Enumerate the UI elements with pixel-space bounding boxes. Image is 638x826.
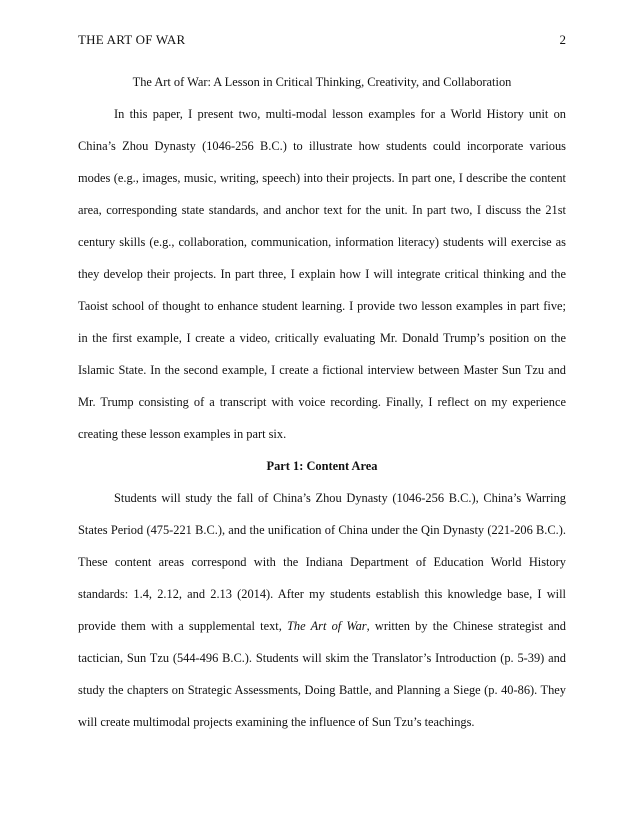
content-paragraph [78,482,566,738]
paper-title: The Art of War: A Lesson in Critical Thinking, Creativity, and Collaboration [132,75,512,89]
content-paragraph-text-1: Students will study the fall of China’s Zhou Dynasty (1046-256 B.C.), China’s Warring States Period (475-221 B.C.), and the unification of China under the Qin Dynasty (221-206 B.C.). These content areas correspond with the Indiana Department of Education World History standards: 1.4, 2.12, and 2.13 (2014). After my students establish this knowledge base, I will provide them with a supplemental text, [78,491,566,633]
running-head: THE ART OF WAR [78,32,186,47]
section-heading: Part 1: Content Area [266,459,378,473]
page-number: 2 [559,32,566,47]
document-body [78,66,566,738]
intro-paragraph: In this paper, I present two, multi-modal lesson examples for a World History unit on China’s Zhou Dynasty (1046-256 B.C.) to illustrate how students could incorporate various modes (e.g., images, music, writing, speech) into their projects. In part one, I describe the content area, corresponding state standards, and anchor text for the unit. In part two, I discuss the 21st century skills (e.g., collaboration, communication, information literacy) students will exercise as they develop their projects. In part three, I explain how I will integrate critical thinking and the Taoist school of thought to enhance student learning. I provide two lesson examples in part five; in the first example, I create a video, critically evaluating Mr. Donald Trump’s position on the Islamic State. In the second example, I create a fictional interview between Master Sun Tzu and Mr. Trump consisting of a transcript with voice recording. Finally, I reflect on my experience creating these lesson examples in part six. [78,107,566,441]
book-title: The Art of War [287,619,367,633]
content-paragraph-text-2: , written by the Chinese strategist and tactician, Sun Tzu (544-496 B.C.). Students will skim the Translator’s Introduction (p. 5-39) and study the chapters on Strategic Assessments, Doing Battle, and Planning a Siege (p. 40-86). They will create multimodal projects examining the influence of Sun Tzu’s teachings. [78,619,566,729]
